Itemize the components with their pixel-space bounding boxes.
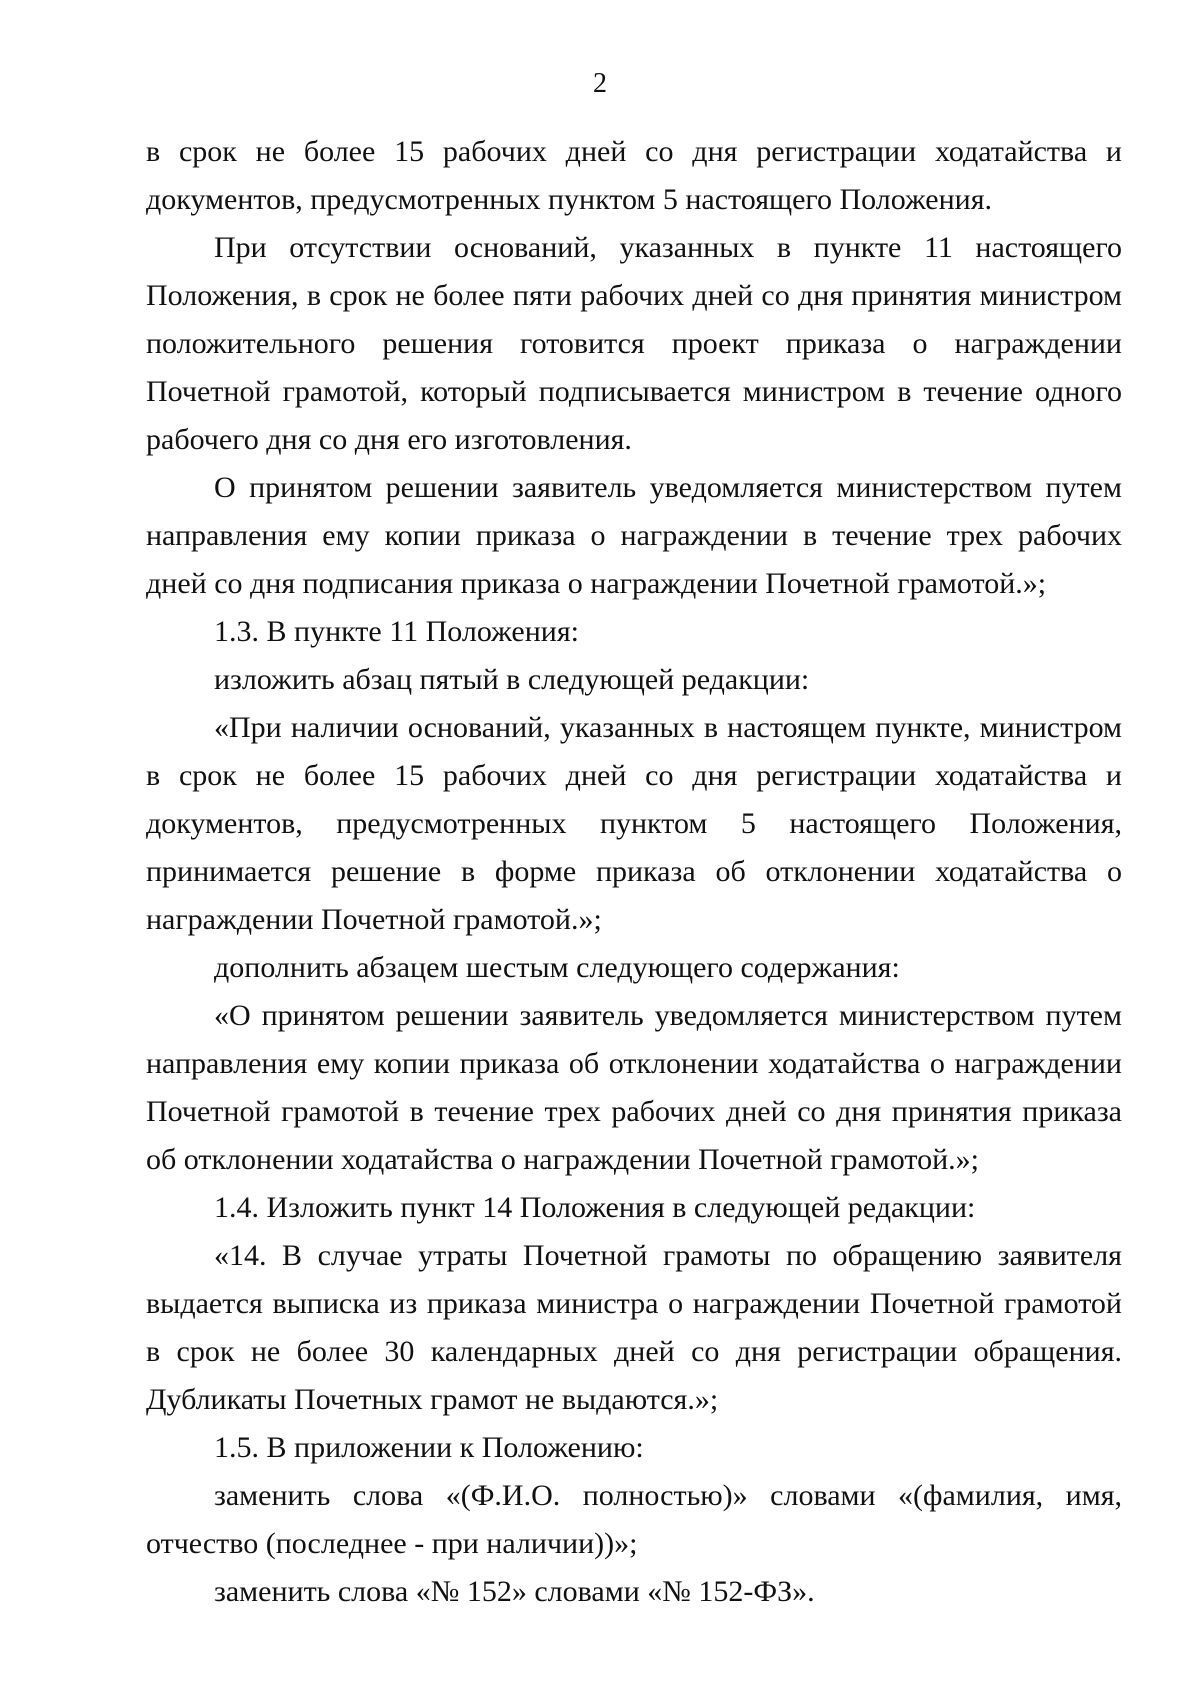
paragraph-replace-152: заменить слова «№ 152» словами «№ 152-ФЗ». (214, 1575, 815, 1608)
paragraph-rejection-notification: «О принятом решении заявитель уведомляется министерством путем направления ему копии приказа об отклонении ходатайства о награждении Почетной грамотой в течение трех рабочих дней со дня принятия приказа об отклонении ходатайства о награждении Почетной грамотой.»; (146, 999, 1122, 1176)
paragraph-replace-fio: заменить слова «(Ф.И.О. полностью)» словами «(фамилия, имя, отчество (последнее - при наличии))»; (146, 1479, 1122, 1560)
paragraph-item-1-3: 1.3. В пункте 11 Положения: (214, 615, 579, 648)
paragraph-item-14: «14. В случае утраты Почетной грамоты по обращению заявителя выдается выписка из приказа министра о награждении Почетной грамотой в срок не более 30 календарных дней со дня регистрации обращения. Дубликаты Почетных грамот не выдаются.»; (146, 1239, 1122, 1416)
page-number: 2 (593, 68, 607, 99)
paragraph-amend-fifth: изложить абзац пятый в следующей редакции: (214, 663, 810, 696)
paragraph-no-grounds: При отсутствии оснований, указанных в пункте 11 настоящего Положения, в срок не более пяти рабочих дней со дня принятия министром положительного решения готовится проект приказа о награждении Почетной грамотой, который подписывается министром в течение одного рабочего дня со дня его изготовления. (146, 231, 1122, 456)
paragraph-notification: О принятом решении заявитель уведомляется министерством путем направления ему копии приказа о награждении в течение трех рабочих дней со дня подписания приказа о награждении Почетной грамотой.»; (146, 471, 1122, 600)
paragraph-item-1-5: 1.5. В приложении к Положению: (214, 1431, 644, 1464)
paragraph-add-sixth: дополнить абзацем шестым следующего содержания: (214, 951, 900, 984)
paragraph-grounds-present: «При наличии оснований, указанных в настоящем пункте, министром в срок не более 15 рабочих дней со дня регистрации ходатайства и документов, предусмотренных пунктом 5 настоящего Положения, принимается решение в форме приказа об отклонении ходатайства о награждении Почетной грамотой.»; (146, 711, 1122, 936)
paragraph-item-1-4: 1.4. Изложить пункт 14 Положения в следующей редакции: (214, 1191, 976, 1224)
document-body (146, 128, 1122, 1616)
paragraph-continuation: в срок не более 15 рабочих дней со дня регистрации ходатайства и документов, предусмотренных пунктом 5 настоящего Положения. (146, 135, 1122, 216)
